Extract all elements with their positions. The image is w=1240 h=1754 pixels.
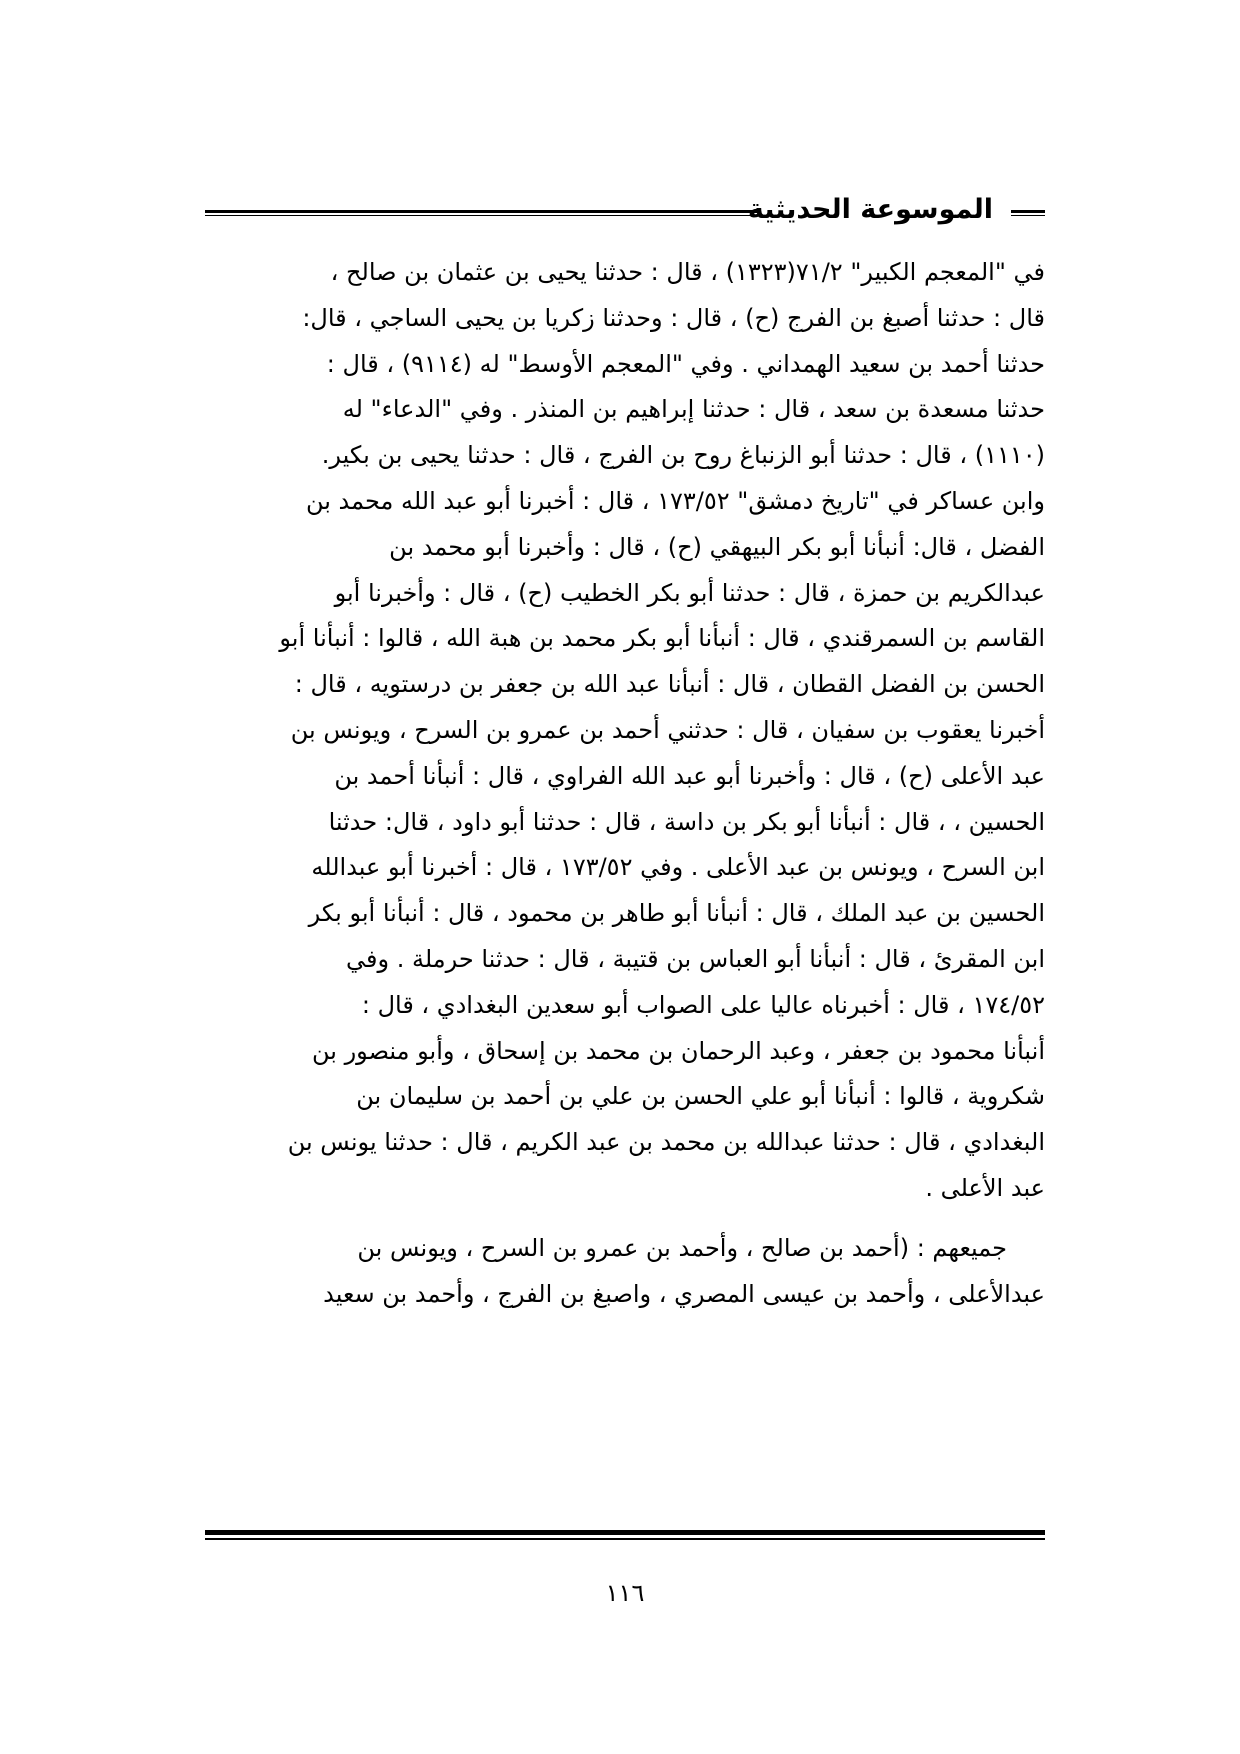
text-line: حدثنا مسعدة بن سعد ، قال : حدثنا إبراهيم بن المنذر . وفي "الدعاء" له xyxy=(342,395,1045,424)
paragraph-1 xyxy=(205,250,1045,1212)
text-line: الفضل ، قال: أنبأنا أبو بكر البيهقي (ح) ، قال : وأخبرنا أبو محمد بن xyxy=(389,532,1045,561)
footer-rule xyxy=(205,1530,1045,1540)
header-rule-long xyxy=(205,210,760,216)
page-header xyxy=(205,190,1045,230)
text-line: عبد الأعلى . xyxy=(925,1173,1045,1202)
text-line: (١١١٠) ، قال : حدثنا أبو الزنباغ روح بن الفرج ، قال : حدثنا يحيى بن بكير. xyxy=(321,441,1045,470)
text-line: الحسن بن الفضل القطان ، قال : أنبأنا عبد الله بن جعفر بن درستويه ، قال : xyxy=(294,670,1045,699)
text-line: عبدالأعلى ، وأحمد بن عيسى المصري ، واصبغ بن الفرج ، وأحمد بن سعيد xyxy=(323,1279,1045,1308)
text-line: ابن السرح ، ويونس بن عبد الأعلى . وفي ١٧٣/٥٢ ، قال : أخبرنا أبو عبدالله xyxy=(311,853,1045,882)
text-line: البغدادي ، قال : حدثنا عبدالله بن محمد بن عبد الكريم ، قال : حدثنا يونس بن xyxy=(287,1128,1045,1157)
text-line: عبد الأعلى (ح) ، قال : وأخبرنا أبو عبد الله الفراوي ، قال : أنبأنا أحمد بن xyxy=(334,761,1045,790)
text-line: الحسين بن عبد الملك ، قال : أنبأنا أبو طاهر بن محمود ، قال : أنبأنا أبو بكر xyxy=(308,899,1045,928)
text-line: حدثنا أحمد بن سعيد الهمداني . وفي "المعجم الأوسط" له (٩١١٤) ، قال : xyxy=(326,349,1045,378)
running-title: الموسوعة الحديثية xyxy=(747,194,993,225)
text-line: ١٧٤/٥٢ ، قال : أخبرناه عاليا على الصواب أبو سعدين البغدادي ، قال : xyxy=(361,990,1045,1019)
text-line: أنبأنا محمود بن جعفر ، وعبد الرحمان بن محمد بن إسحاق ، وأبو منصور بن xyxy=(312,1036,1045,1065)
text-line: القاسم بن السمرقندي ، قال : أنبأنا أبو بكر محمد بن هبة الله ، قالوا : أنبأنا أبو xyxy=(279,624,1045,653)
header-rule-short xyxy=(1011,210,1045,216)
text-line: قال : حدثنا أصبغ بن الفرج (ح) ، قال : وحدثنا زكريا بن يحيى الساجي ، قال: xyxy=(302,303,1045,332)
page-number: ١١٦ xyxy=(605,1579,645,1607)
body-text xyxy=(205,250,1045,1317)
text-line: عبدالكريم بن حمزة ، قال : حدثنا أبو بكر الخطيب (ح) ، قال : وأخبرنا أبو xyxy=(334,578,1045,607)
text-line: ابن المقرئ ، قال : أنبأنا أبو العباس بن قتيبة ، قال : حدثنا حرملة . وفي xyxy=(346,944,1045,973)
text-line: أخبرنا يعقوب بن سفيان ، قال : حدثني أحمد بن عمرو بن السرح ، ويونس بن xyxy=(290,715,1045,744)
paragraph-2 xyxy=(205,1226,1045,1318)
text-line: الحسين ، ، قال : أنبأنا أبو بكر بن داسة ، قال : حدثنا أبو داود ، قال: حدثنا xyxy=(328,807,1045,836)
text-line-first xyxy=(205,1226,1045,1272)
text-line: وابن عساكر في "تاريخ دمشق" ١٧٣/٥٢ ، قال : أخبرنا أبو عبد الله محمد بن xyxy=(305,486,1045,515)
text-line: جميعهم : (أحمد بن صالح ، وأحمد بن عمرو بن السرح ، ويونس بن xyxy=(357,1233,1007,1262)
text-line: شكروية ، قالوا : أنبأنا أبو علي الحسن بن علي بن أحمد بن سليمان بن xyxy=(356,1082,1045,1111)
text-line: في "المعجم الكبير" ٧١/٢(١٣٢٣) ، قال : حدثنا يحيى بن عثمان بن صالح ، xyxy=(330,258,1045,286)
